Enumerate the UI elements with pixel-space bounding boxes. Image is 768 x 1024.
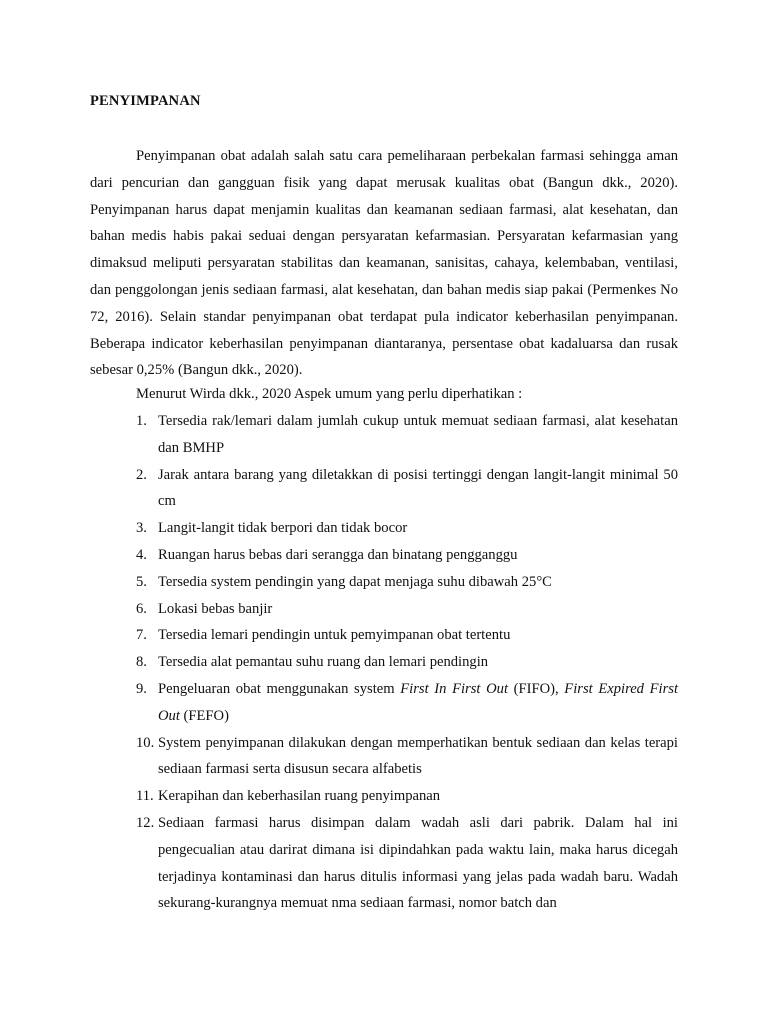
body-paragraph: Penyimpanan obat adalah salah satu cara pemeliharaan perbekalan farmasi sehingga aman dari pencurian dan gangguan fisik yang dapat merusak kualitas obat (Bangun dkk., 2020). Penyimpanan harus dapat menjamin kualitas dan keamanan sediaan farmasi, alat kesehatan, dan bahan medis habis pakai seduai dengan persyaratan kefarmasian. Persyaratan kefarmasian yang dimaksud meliputi persyaratan stabilitas dan keamanan, sanisitas, cahaya, kelembaban, ventilasi, dan penggolongan jenis sediaan farmasi, alat kesehatan, dan bahan medis siap pakai (Permenkes No 72, 2016). Selain standar penyimpanan obat terdapat pula indicator keberhasilan penyimpanan. Beberapa indicator keberhasilan penyimpanan diantaranya, persentase obat kadaluarsa dan rusak sebesar 0,25% (Bangun dkk., 2020). — [90, 148, 678, 379]
list-item-number: 8. — [136, 654, 147, 671]
list-item — [136, 676, 678, 730]
list-item-text: Jarak antara barang yang diletakkan di posisi tertinggi dengan langit-langit minimal 50 cm — [158, 466, 678, 510]
list-item-number: 2. — [136, 466, 147, 483]
list-item-text: Tersedia lemari pendingin untuk pemyimpanan obat tertentu — [158, 627, 511, 644]
list-item-number: 10. — [136, 734, 155, 751]
list-item-number: 12. — [136, 814, 155, 831]
list-item — [136, 730, 678, 784]
list-item-text: Ruangan harus bebas dari serangga dan binatang pengganggu — [158, 546, 518, 563]
list-item — [136, 649, 678, 676]
italic-term-fefo: First Expired First Out — [158, 680, 679, 724]
list-item-text: Tersedia rak/lemari dalam jumlah cukup untuk memuat sediaan farmasi, alat kesehatan dan BMHP — [158, 413, 678, 456]
list-item-text: Lokasi bebas banjir — [158, 600, 273, 617]
aspect-list — [136, 408, 678, 917]
list-item — [136, 569, 678, 596]
list-item-number: 7. — [136, 627, 147, 644]
list-item-number: 3. — [136, 520, 147, 537]
list-item — [136, 622, 678, 649]
list-item — [136, 408, 678, 462]
italic-term-fifo: First In First Out — [400, 680, 508, 697]
list-item — [136, 542, 678, 569]
list-item — [136, 783, 678, 810]
list-item-text: Langit-langit tidak berpori dan tidak bocor — [158, 520, 408, 537]
list-item — [136, 515, 678, 542]
list-item-number: 11. — [136, 788, 154, 805]
text-run: Pengeluaran obat menggunakan system — [158, 680, 401, 697]
list-item-text: Sediaan farmasi harus disimpan dalam wadah asli dari pabrik. Dalam hal ini pengecualian atau darirat dimana isi dipindahkan pada waktu lain, maka harus dicegah terjadinya kontaminasi dan harus ditulis informasi yang jelas pada wadah baru. Wadah sekurang-kurangnya memuat nma sediaan farmasi, nomor batch dan — [158, 814, 678, 912]
list-item-number: 6. — [136, 600, 147, 617]
list-item — [136, 596, 678, 623]
list-item — [136, 462, 678, 516]
list-item-text: Tersedia system pendingin yang dapat menjaga suhu dibawah 25°C — [158, 573, 552, 590]
text-run: (FIFO), — [508, 680, 565, 697]
list-intro: Menurut Wirda dkk., 2020 Aspek umum yang perlu diperhatikan : — [136, 386, 523, 402]
list-item-number: 4. — [136, 546, 147, 563]
list-item-text: Tersedia alat pemantau suhu ruang dan lemari pendingin — [158, 654, 489, 671]
list-item-text: Kerapihan dan keberhasilan ruang penyimpanan — [158, 788, 441, 805]
list-item-number: 5. — [136, 573, 147, 590]
list-item-number: 9. — [136, 680, 147, 697]
list-item-text: System penyimpanan dilakukan dengan memperhatikan bentuk sediaan dan kelas terapi sediaan farmasi serta disusun secara alfabetis — [158, 734, 678, 778]
section-heading: PENYIMPANAN — [90, 93, 201, 109]
list-item-number: 1. — [136, 413, 147, 429]
list-item — [136, 810, 678, 917]
list-item-text — [158, 681, 678, 724]
text-run: (FEFO) — [179, 707, 229, 724]
